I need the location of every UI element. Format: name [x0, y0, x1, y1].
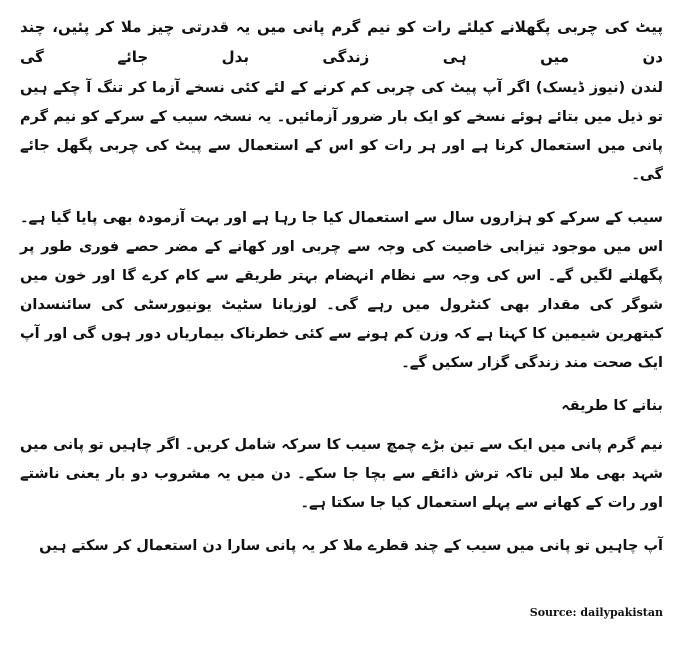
article-paragraph-details: سیب کے سرکے کو ہزاروں سال سے استعمال کیا جا رہا ہے اور بہت آزمودہ بھی پایا گیا ہے۔ اس میں موجود تیزابی خاصیت کی وجہ سے چربی اور کھانے کے مضر حصے فوری طور پر پگھلنے لگیں گے۔ اس کی وجہ سے نظام انہضام بہتر طریقے سے کام کرے گا اور خون میں شوگر کی مقدار بھی کنٹرول میں رہے گی۔ لوزیانا سٹیٹ یونیورسٹی کی سائنسدان کیتھرین شیمین کا کہنا ہے کہ وزن کم ہونے سے کئی خطرناک بیماریاں دور ہوں گی اور آپ ایک صحت مند زندگی گزار سکیں گے۔ — [20, 210, 663, 371]
method-paragraph-alternative: آپ چاہیں تو پانی میں سیب کے چند قطرے ملا کر یہ پانی سارا دن استعمال کر سکتے ہیں — [39, 538, 663, 554]
method-paragraph-steps: نیم گرم پانی میں ایک سے تین بڑے چمچ سیب کا سرکہ شامل کریں۔ اگر چاہیں تو پانی میں شہد بھی ملا لیں تاکہ ترش ذائقے سے بچا جا سکے۔ دن میں یہ مشروب دو بار یعنی ناشتے اور رات کے کھانے سے پہلے استعمال کیا جا سکتا ہے۔ — [20, 437, 663, 511]
source-credit: Source: dailypakistan — [529, 606, 663, 619]
article-paragraph-intro: لندن (نیوز ڈیسک) اگر آپ پیٹ کی چربی کم کرنے کے لئے کئی نسخے آزما کر تنگ آ چکے ہیں تو ذیل میں بتائے ہوئے نسخے کو ایک بار ضرور آزمائیں۔ یہ نسخہ سیب کے سرکے کو نیم گرم پانی میں استعمال کرنا ہے اور ہر رات کو اس کے استعمال سے پیٹ کی چربی پگھل جائے گی۔ — [20, 80, 663, 183]
method-heading: بنانے کا طریقہ — [561, 398, 663, 414]
article-headline: پیٹ کی چربی پگھلانے کیلئے رات کو نیم گرم پانی میں یہ قدرتی چیز ملا کر پئیں، چند دن میں ہی زندگی بدل جائے گی — [20, 18, 663, 66]
